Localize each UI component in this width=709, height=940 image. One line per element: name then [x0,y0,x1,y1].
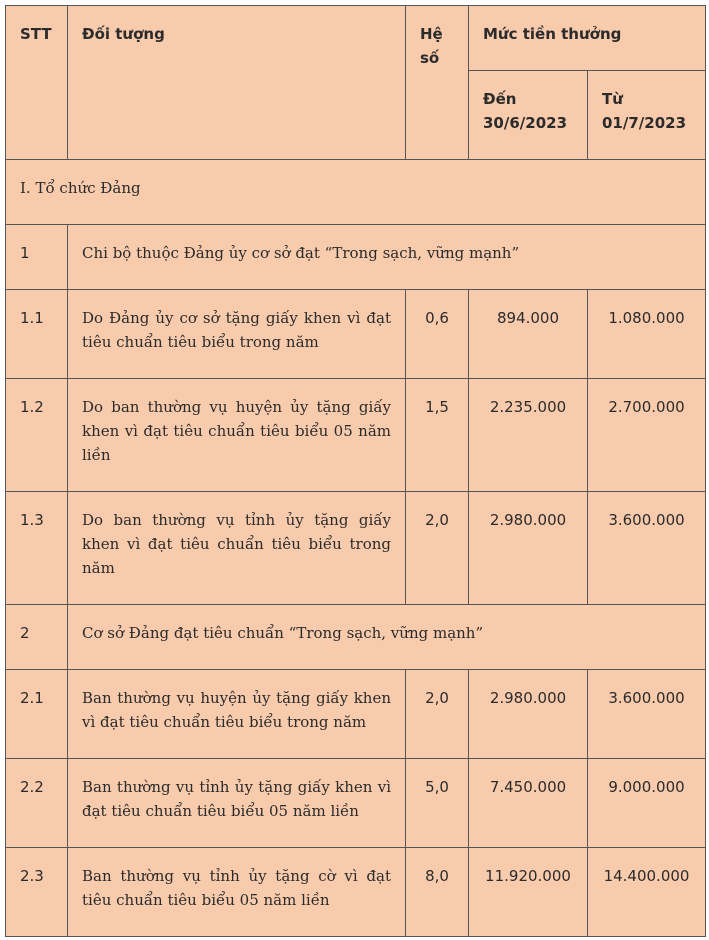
row-stt: 1.2 [6,379,68,492]
row-tu: 2.700.000 [588,379,706,492]
row-doi-tuong: Ban thường vụ tỉnh ủy tặng cờ vì đạt tiêu chuẩn tiêu biểu 05 năm liền [68,848,406,937]
row-stt: 1.1 [6,290,68,379]
header-muc-tien-thuong: Mức tiền thưởng [469,6,706,71]
row-den: 2.980.000 [469,670,588,759]
row-tu: 9.000.000 [588,759,706,848]
row-doi-tuong: Do ban thường vụ tỉnh ủy tặng giấy khen vì đạt tiêu chuẩn tiêu biểu trong năm [68,492,406,605]
section-row [6,160,706,225]
row-stt: 2.3 [6,848,68,937]
header-row-1 [6,6,706,71]
row-he-so: 1,5 [406,379,469,492]
header-stt: STT [6,6,68,160]
row-tu: 14.400.000 [588,848,706,937]
row-den: 2.235.000 [469,379,588,492]
header-den: Đến 30/6/2023 [469,71,588,160]
group-title: Cơ sở Đảng đạt tiêu chuẩn “Trong sạch, vững mạnh” [68,605,706,670]
row-he-so: 2,0 [406,492,469,605]
row-den: 7.450.000 [469,759,588,848]
row-he-so: 0,6 [406,290,469,379]
header-doi-tuong: Đối tượng [68,6,406,160]
row-he-so: 5,0 [406,759,469,848]
table-row [6,492,706,605]
row-doi-tuong: Do Đảng ủy cơ sở tặng giấy khen vì đạt tiêu chuẩn tiêu biểu trong năm [68,290,406,379]
table-row [6,670,706,759]
header-tu: Từ 01/7/2023 [588,71,706,160]
row-he-so: 2,0 [406,670,469,759]
table-row [6,379,706,492]
table-row [6,290,706,379]
row-stt: 1.3 [6,492,68,605]
section-title: I. Tổ chức Đảng [6,160,706,225]
row-doi-tuong: Do ban thường vụ huyện ủy tặng giấy khen vì đạt tiêu chuẩn tiêu biểu 05 năm liền [68,379,406,492]
group-row [6,605,706,670]
row-he-so: 8,0 [406,848,469,937]
row-doi-tuong: Ban thường vụ tỉnh ủy tặng giấy khen vì đạt tiêu chuẩn tiêu biểu 05 năm liền [68,759,406,848]
table-row [6,848,706,937]
group-title: Chi bộ thuộc Đảng ủy cơ sở đạt “Trong sạch, vững mạnh” [68,225,706,290]
group-stt: 1 [6,225,68,290]
row-tu: 3.600.000 [588,492,706,605]
reward-table [5,5,706,937]
row-tu: 1.080.000 [588,290,706,379]
table-row [6,759,706,848]
row-den: 2.980.000 [469,492,588,605]
row-den: 11.920.000 [469,848,588,937]
header-he-so: Hệ số [406,6,469,160]
row-den: 894.000 [469,290,588,379]
group-row [6,225,706,290]
row-stt: 2.2 [6,759,68,848]
row-stt: 2.1 [6,670,68,759]
row-doi-tuong: Ban thường vụ huyện ủy tặng giấy khen vì đạt tiêu chuẩn tiêu biểu trong năm [68,670,406,759]
group-stt: 2 [6,605,68,670]
row-tu: 3.600.000 [588,670,706,759]
